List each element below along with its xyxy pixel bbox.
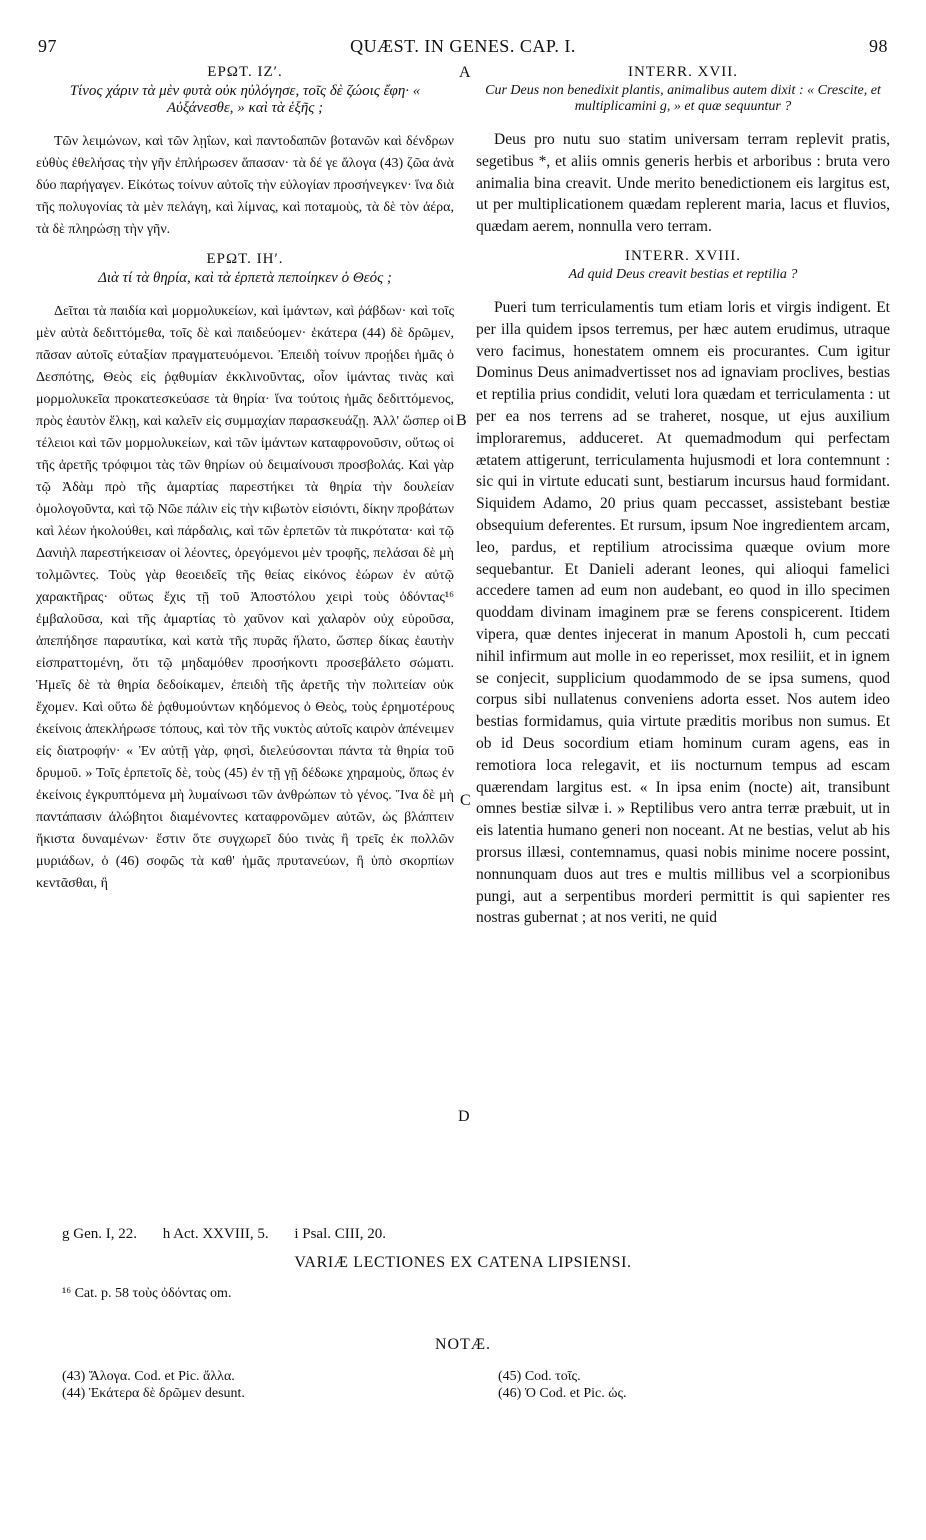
page-number-right: 98	[869, 36, 888, 56]
variae-lectiones-heading: VARIÆ LECTIONES EX CATENA LIPSIENSI.	[294, 1254, 632, 1271]
latin-question-18-heading: Ad quid Deus creavit bestias et reptilia ?	[568, 266, 798, 282]
notae-heading: NOTÆ.	[434, 1336, 492, 1353]
greek-answer-18: Δεῖται τὰ παιδία καὶ μορμολυκείων, καὶ ἱμάντων, καὶ ῥάβδων· καὶ τοῖς μὲν αὐτὰ δεδιττόμεθα, τοῖς δὲ καὶ παιδεύομεν· ἑκάτερα (44) δὲ δρῶμεν, πᾶσαν αὐτοῖς εὐταξίαν πραγματευόμενοι. Ἐπειδὴ τοίνυν προῄδει ἡμᾶς ὁ Δεσπότης, Θεὸς εἰς ῥᾳθυμίαν ἐκκλινοῦντας, οἷον ἱμάντας τινὰς καὶ μορμολυκεῖα προκατεσκεύασε τὰ θηρία· ἵνα τούτοις ἡμᾶς δεδιττόμενος, πρὸς ἑαυτὸν ἕλκῃ, καὶ καλεῖν εἰς συμμαχίαν παρασκευάζῃ. Ἀλλ' ὥσπερ οἱ τέλειοι καὶ τῶν μορμολυκείων, καὶ τῶν ἱμάντων καταφρονοῦσιν, οὕτως οἱ τῆς ἀρετῆς τρόφιμοι τὰς τῶν θηρίων οὐ δειμαίνουσι προσβολάς. Καὶ γὰρ τῷ Ἀδὰμ πρὸ τῆς ἁμαρτίας παρεστήκει τὰ θηρία τὴν δουλείαν ὁμολογοῦντα, καὶ τῷ Νῶε πάλιν εἰς τὴν κιβωτὸν εἰσιόντι, δίκην προβάτων καὶ λέων ἠκολούθει, καὶ πάρδαλις, καὶ τῶν ἑρπετῶν τὰ πικρότατα· καὶ τῷ Δανιὴλ παρεστήκεισαν οἱ λέοντες, ὀρεγόμενοι μὲν τροφῆς, πελάσαι δὲ μὴ τολμῶντες. Τοὺς γὰρ θεοειδεῖς τῆς θείας εἰκόνος ἑώρων ἐν αὐτῷ χαρακτῆρας· οὕτως ἔχις τῇ τοῦ Ἀποστόλου χειρὶ τοὺς ὀδόντας¹⁶ ἐμβαλοῦσα, καὶ τῆς ἁμαρτίας τὸ χαῦνον καὶ χαλαρὸν οὐχ εὑροῦσα, ἀπεπήδησε παραυτίκα, καὶ κατὰ τῆς πυρᾶς ἥλατο, ὥσπερ δίκας ἑαυτὴν εἰσπραττομένη, ὅτι τῷ μηδαμόθεν προσήκοντι προσεβάλετο σώματι. Ἡμεῖς δὲ τὰ θηρία δεδοίκαμεν, ἐπειδὴ τῆς ἀρετῆς τὴν πολιτείαν οὐκ ἔχομεν. Καὶ οὕτω δὲ ῥᾳθυμούντων κηδόμενος ὁ Θεὸς, τοὺς ἐρημοτέρους ἐκείνοις ἀπεκλήρωσε τόπους, καὶ τὸν τῆς νυκτὸς αὐτοῖς καιρὸν ἀπένειμεν εἰς διατροφήν· « Ἐν αὐτῇ γὰρ, φησὶ, διελεύσονται πάντα τὰ θηρία τοῦ δρυμοῦ. » Τοῖς ἑρπετοῖς δὲ, τοὺς (45) ἐν τῇ γῇ δέδωκε χηραμοὺς, ὅπως ἐν ἐκείνοις ἐγκρυπτόμενα μὴ λυμαίνωσι τῶν ἀνθρώπων τὸ γένος. Ἵνα δὲ μὴ παντάπασιν ἀλώβητοι διαμένοντες καταφρονῶμεν αὐτῶν, ὡς βλάπτειν ἥκιστα δυναμένων· ἔστιν ὅτε συγχωρεῖ δύο τινὰς ἢ τρεῖς ἐκ πολλῶν μυριάδων, ὁ (46) σοφῶς τὰ καθ' ἡμᾶς πρυτανεύων, ἢ ὑπὸ σκορπίων κεντᾶσθαι, ἢ	[36, 304, 454, 891]
greek-answer-17: Τῶν λειμώνων, καὶ τῶν λῃΐων, καὶ παντοδαπῶν βοτανῶν καὶ δένδρων εὐθὺς ἐθελήσας τὴν γῆν ἐπλήρωσεν ἅπασαν· τὰ δέ γε ἄλογα (43) ζῶα ἀνὰ δύο παρήγαγεν. Εἰκότως τοίνυν αὐτοῖς τὴν εὐλογίαν προσήνεγκεν· ἵνα διὰ τῆς πολυγονίας τὰ μὲν πελάγη, καὶ λίμνας, καὶ ποταμοὺς, τὰ δὲ τὸν ἀέρα, τὰ δὲ πληρώσῃ τὴν γῆν.	[36, 134, 454, 237]
notes-left-column	[62, 1368, 245, 1402]
footnote-g: g Gen. I, 22.	[62, 1226, 137, 1242]
footnote-h: h Act. XXVIII, 5.	[162, 1226, 269, 1242]
greek-column	[36, 62, 454, 905]
greek-question-17-heading: Τίνος χάριν τὰ μὲν φυτὰ οὐκ ηὐλόγησε, τοῖς δὲ ζώοις ἔφη· « Αὐξάνεσθε, » καὶ τὰ ἑξῆς ;	[69, 83, 421, 116]
page-number-left: 97	[38, 36, 57, 56]
latin-answer-17: Deus pro nutu suo statim universam terram replevit pratis, segetibus *, et aliis omnis generis herbis et arboribus : bruta vero animalia bina creavit. Unde merito benedictionem eis largitus est, ut per multiplicationem quædam replerent maria, lacus et fluvios, quædam aerem, nonnulla vero terram.	[476, 131, 890, 236]
greek-question-18-heading: Διὰ τί τὰ θηρία, καὶ τὰ ἑρπετὰ πεποίηκεν ὁ Θεός ;	[98, 270, 392, 286]
latin-column	[476, 62, 890, 939]
margin-letter-b: B	[456, 412, 467, 429]
greek-question-18-title: ΕΡΩΤ. ΙΗʹ.	[206, 251, 284, 267]
note-45: (45) Cod. τοῖς.	[498, 1369, 581, 1384]
scripture-footnotes	[62, 1226, 408, 1243]
latin-question-18-title: INTERR. XVIII.	[624, 247, 742, 264]
variae-lectiones-line: ¹⁶ Cat. p. 58 τοὺς ὀδόντας om.	[62, 1286, 232, 1301]
note-44: (44) Ἑκάτερα δὲ δρῶμεν desunt.	[62, 1386, 245, 1401]
latin-answer-18: Pueri tum terriculamentis tum etiam loris et virgis indigent. Et per illa quidem ipsos terremus, per hæc autem erudimus, utraque vero facimus, honestatem omnem eis procurantes. Cum igitur Dominus Deus animadvertisset nos ad ignaviam proclives, bestias et reptilia prius condidit, veluti lora quædam et terriculamenta : ut per ea nos terrens ad se traheret, nosque, ut ejus auxilium imploraremus, adduceret. At quemadmodum qui perfectam ætatem attigerunt, terriculamenta hujusmodi et lora contemnunt : sic qui in virtute educati sunt, bestiarum incursus haud formidant. Siquidem Adamo, 20 prius quam peccasset, assistebant bestiæ obsequium deferentes. Et rursum, ipsum Noe ingredientem arcam, leo, pardus, et reptilium atrocissima quæque ovium more sequebantur. Et Danieli aderant leones, qui alioqui famelici accedere tamen ad eum non audebant, eo quod in illo specimen quoddam divinam imaginem præ se ferens conspicerent. Itidem vipera, quæ dentes injecerat in manum Apostoli h, cum peccati nihil infirmum aut molle in eo reperisset, mox resiliit, et in ignem se conjecit, supplicium quodammodo de se ipsa sumens, quod corpus sibi nullatenus conveniens adorta esset. Nos autem ideo bestias formidamus, quia virtute præditis moribus non sumus. Et ob id Deus socordium etiam hominum curam agens, eas in remotiora loca relegavit, et iis nocturnum tempus ad escam quærendam largitus est. « In ipsa enim (nocte) ait, transibunt omnes bestiæ silvæ i. » Reptilibus vero antra terræ præbuit, ut in eis latentia humano generi non noceant. At ne bestias, velut ab his prorsus illæsi, contemnamus, quasi nobis minime nocere possint, nonnunquam duos aut tres e multis millibus vel a scorpionibus pungi, aut a serpentibus morderi permittit is qui sapienter res nostras gubernat ; at nos veriti, ne quid	[476, 298, 890, 927]
running-title: QUÆST. IN GENES. CAP. I.	[350, 36, 576, 56]
margin-letter-d: D	[458, 1108, 470, 1125]
note-43: (43) Ἄλογα. Cod. et Pic. ἄλλα.	[62, 1369, 235, 1384]
footnote-i: i Psal. CIII, 20.	[294, 1226, 386, 1242]
margin-letter-a: A	[459, 64, 471, 81]
running-header	[38, 36, 888, 58]
note-46: (46) Ὁ Cod. et Pic. ὡς.	[498, 1386, 627, 1401]
latin-question-17-title: INTERR. XVII.	[627, 64, 739, 80]
notes-right-column	[498, 1368, 627, 1402]
latin-question-17-heading: Cur Deus non benedixit plantis, animalibus autem dixit : « Crescite, et multiplicamini g, » et quæ sequuntur ?	[485, 83, 881, 114]
greek-question-17-title: ΕΡΩΤ. ΙΖʹ.	[207, 64, 283, 80]
margin-letter-c: C	[460, 792, 471, 809]
